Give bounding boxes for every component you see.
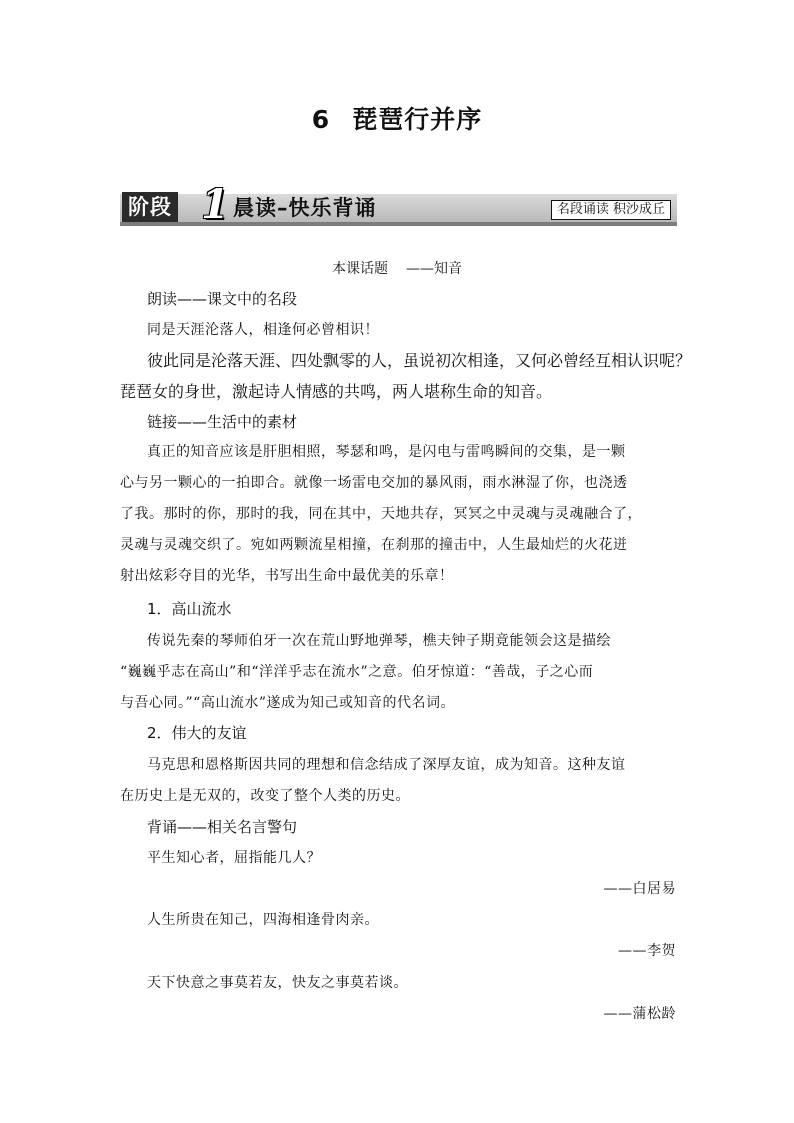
lesson-topic: [0, 258, 794, 278]
reading-explanation-line: 琵琶女的身世，激起诗人情感的共鸣，两人堪称生命的知音。: [120, 382, 553, 401]
recite-quote: 天下快意之事莫若友，快友之事莫若谈。: [147, 975, 408, 991]
link-paragraph-line: 真正的知音应该是肝胆相照，琴瑟和鸣，是闪电与雷鸣瞬间的交集，是一颗: [147, 444, 626, 460]
link-paragraph-line: 射出炫彩夺目的光华，书写出生命中最优美的乐章！: [120, 568, 454, 584]
lesson-number: 6: [311, 105, 331, 134]
item-line: 与吾心同。”“高山流水”遂成为知己或知音的代名词。: [120, 695, 455, 711]
recite-author: ——白居易: [603, 881, 676, 897]
reading-heading: 朗读——课文中的名段: [147, 290, 298, 308]
recite-author: ——蒲松龄: [603, 1006, 676, 1022]
item-heading: 2．伟大的友谊: [147, 724, 247, 742]
link-paragraph-line: 灵魂与灵魂交织了。宛如两颗流星相撞，在刹那的撞击中，人生最灿烂的火花迸: [120, 537, 628, 553]
stage-motto: 名段诵读 积沙成丘: [551, 200, 671, 220]
recite-author: ——李贺: [618, 943, 676, 959]
link-paragraph-line: 了我。那时的你，那时的我，同在其中，天地共存，冥冥之中灵魂与灵魂融合了，: [120, 506, 642, 522]
item-line: 传说先秦的琴师伯牙一次在荒山野地弹琴，樵夫钟子期竟能领会这是描绘: [147, 633, 611, 649]
link-heading: 链接——生活中的素材: [147, 413, 298, 431]
item-line: 在历史上是无双的，改变了整个人类的历史。: [120, 788, 410, 804]
stage-banner: [120, 181, 677, 228]
topic-label: 本课话题: [332, 261, 388, 277]
item-line: 马克思和恩格斯因共同的理想和信念结成了深厚友谊，成为知音。这种友谊: [147, 757, 626, 773]
item-line: “巍巍乎志在高山”和“洋洋乎志在流水”之意。伯牙惊道：“善哉，子之心而: [120, 664, 594, 680]
reading-explanation-line: 彼此同是沦落天涯、四处飘零的人，虽说初次相逢，又何必曾经互相认识呢？: [147, 351, 692, 370]
lesson-title: [0, 100, 794, 136]
recite-heading: 背诵——相关名言警句: [147, 818, 298, 836]
recite-quote: 人生所贵在知己，四海相逢骨肉亲。: [147, 912, 379, 928]
recite-quote: 平生知心者，屈指能几人？: [147, 850, 321, 866]
topic-value: ——知音: [406, 261, 462, 277]
link-paragraph-line: 心与另一颗心的一拍即合。就像一场雷电交加的暴风雨，雨水淋湿了你，也浇透: [120, 475, 628, 491]
lesson-title-text: 琵琶行并序: [352, 105, 483, 134]
stage-label: 阶段: [122, 192, 178, 222]
item-heading: 1．高山流水: [147, 600, 232, 618]
stage-number: 1: [201, 181, 229, 228]
stage-name: 晨读–快乐背诵: [233, 196, 377, 220]
reading-quote: 同是天涯沦落人，相逢何必曾相识！: [147, 322, 379, 338]
